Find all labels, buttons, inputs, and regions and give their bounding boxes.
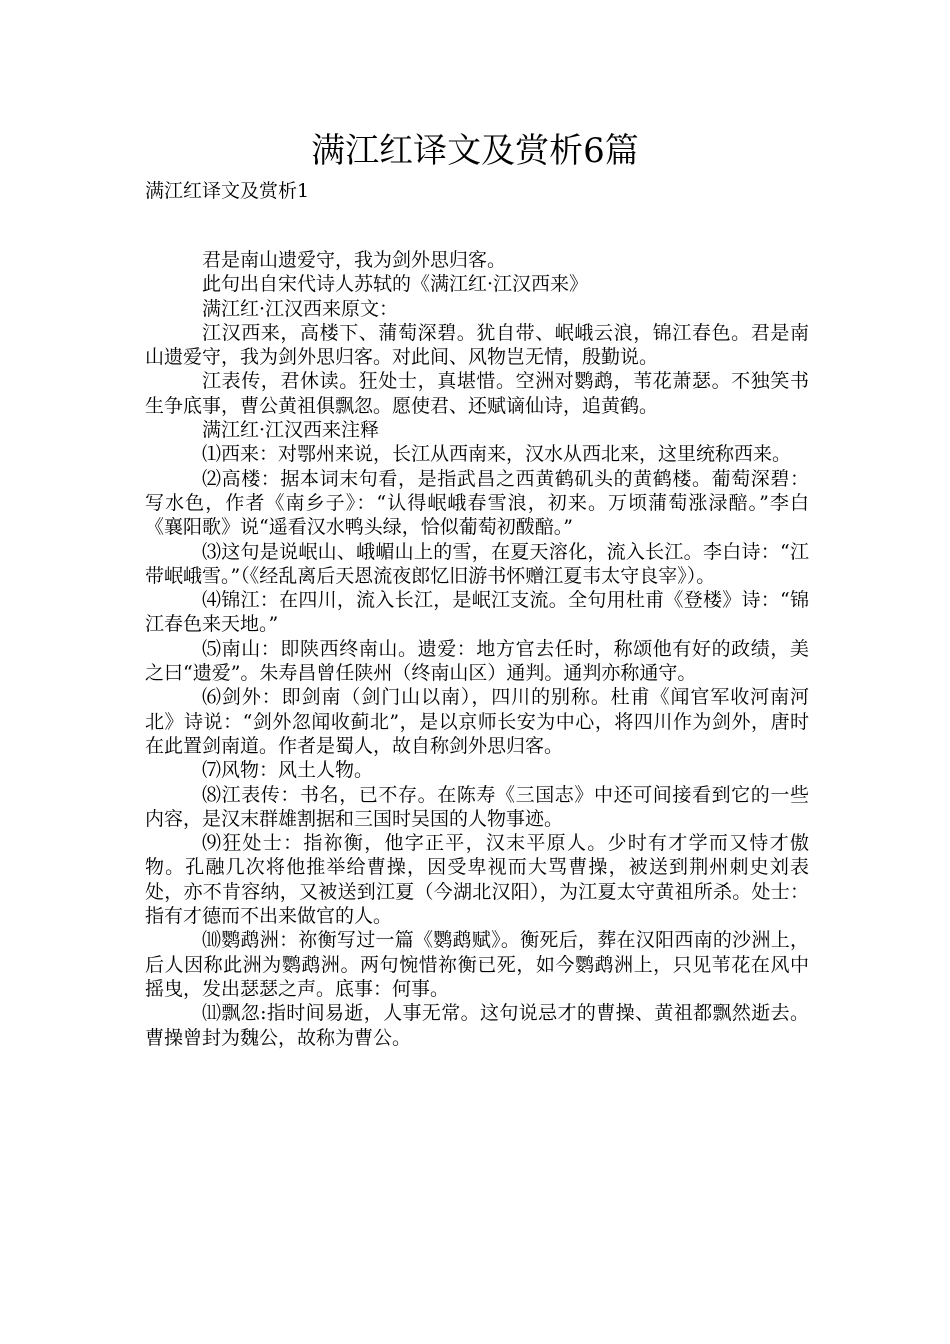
body-text [145,248,809,1050]
paragraph-note-4: ⑷锦江：在四川，流入长江，是岷江支流。全句用杜甫《登楼》诗：“锦江春色来天地。” [145,589,809,636]
paragraph-note-3: ⑶这句是说岷山、峨嵋山上的雪，在夏天溶化，流入长江。李白诗：“江带岷峨雪。”（《经乱离后天恩流夜郎忆旧游书怀赠江夏韦太守良宰》）。 [145,540,809,587]
paragraph-note-10: ⑽鹦鹉洲：祢衡写过一篇《鹦鹉赋》。衡死后，葬在汉阳西南的沙洲上，后人因称此洲为鹦鹉洲。两句惋惜祢衡已死，如今鹦鹉洲上，只见苇花在风中摇曳，发出瑟瑟之声。底事：何事。 [145,929,809,1000]
section-heading: 满江红译文及赏析1 [145,180,310,202]
paragraph-note-2: ⑵高楼：据本词末句看，是指武昌之西黄鹤矶头的黄鹤楼。葡萄深碧：写水色，作者《南乡子》：“认得岷峨春雪浪，初来。万顷蒲萄涨渌醅。”李白《襄阳歌》说“遥看汉水鸭头绿，恰似葡萄初酦醅。” [145,467,809,539]
paragraph-note-8: ⑻江表传：书名，已不存。在陈寿《三国志》中还可间接看到它的一些内容，是汉末群雄割据和三国时吴国的人物事迹。 [145,783,809,830]
paragraph-note-1: ⑴西来：对鄂州来说，长江从西南来，汉水从西北来，这里统称西来。 [202,443,792,466]
paragraph-source: 此句出自宋代诗人苏轼的《满江红·江汉西来》 [202,273,589,296]
paragraph-notes-heading: 满江红·江汉西来注释 [202,419,380,442]
document-title: 满江红译文及赏析6篇 [311,131,639,171]
paragraph-note-5: ⑸南山：即陕西终南山。遗爱：地方官去任时，称颂他有好的政绩，美之曰“遗爱”。朱寿昌曾任陕州（终南山区）通判。通判亦称通守。 [145,637,809,685]
paragraph-poem-stanza-1: 江汉西来，高楼下、蒲萄深碧。犹自带、岷峨云浪，锦江春色。君是南山遗爱守，我为剑外思归客。对此间、风物岂无情，殷勤说。 [145,321,809,369]
paragraph-note-11: ⑾飘忽:指时间易逝，人事无常。这句说忌才的曹操、黄祖都飘然逝去。曹操曾封为魏公，故称为曹公。 [145,1002,809,1049]
paragraph-note-7: ⑺风物：风土人物。 [202,759,374,782]
paragraph-note-6: ⑹剑外：即剑南（剑门山以南），四川的别称。杜甫《闻官军收河南河北》诗说：“剑外忽闻收蓟北”，是以京师长安为中心，将四川作为剑外，唐时在此置剑南道。作者是蜀人，故自称剑外思归客。 [145,686,809,757]
paragraph-poem-stanza-2: 江表传，君休读。狂处士，真堪惜。空洲对鹦鹉，苇花萧瑟。不独笑书生争底事，曹公黄祖俱飘忽。愿使君、还赋谪仙诗，追黄鹤。 [145,370,809,417]
paragraph-original-heading: 满江红·江汉西来原文： [202,297,399,320]
paragraph-note-9: ⑼狂处士：指祢衡，他字正平，汉末平原人。少时有才学而又恃才傲物。孔融几次将他推举给曹操，因受卑视而大骂曹操，被送到荆州刺史刘表处，亦不肯容纳，又被送到江夏（今湖北汉阳），为江夏太守黄祖所杀。处士：指有才德而不出来做官的人。 [145,832,809,928]
paragraph-quote-line: 君是南山遗爱守，我为剑外思归客。 [202,249,507,271]
